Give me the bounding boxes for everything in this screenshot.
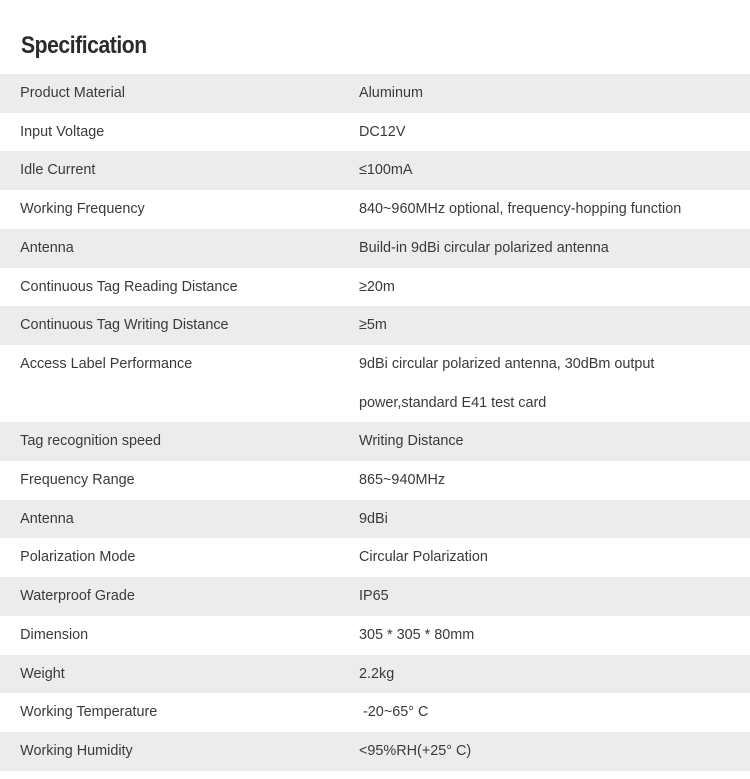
spec-value: Build-in 9dBi circular polarized antenna bbox=[359, 238, 609, 256]
spec-label: Antenna bbox=[20, 238, 74, 256]
table-row bbox=[0, 422, 750, 461]
table-row bbox=[0, 577, 750, 616]
table-row bbox=[0, 693, 750, 732]
spec-value: 2.2kg bbox=[359, 664, 395, 682]
spec-value: 305 * 305 * 80mm bbox=[359, 625, 475, 643]
spec-value: DC12V bbox=[359, 122, 406, 140]
spec-label: Working Humidity bbox=[20, 741, 133, 759]
page-title: Specification bbox=[21, 32, 147, 59]
spec-value: 865~940MHz bbox=[359, 471, 446, 489]
spec-value: <95%RH(+25° C) bbox=[359, 741, 472, 759]
spec-label: Working Frequency bbox=[20, 200, 145, 218]
spec-value: -20~65° C bbox=[359, 703, 429, 721]
spec-label: Product Material bbox=[20, 84, 126, 101]
spec-value: Writing Distance bbox=[359, 432, 464, 450]
spec-label: Tag recognition speed bbox=[20, 432, 162, 450]
spec-label: Access Label Performance bbox=[20, 354, 193, 372]
table-row bbox=[0, 655, 750, 694]
table-row bbox=[0, 74, 750, 113]
table-row bbox=[0, 190, 750, 229]
spec-label: Weight bbox=[20, 664, 65, 682]
table-row bbox=[0, 732, 750, 771]
spec-value: 840~960MHz optional, frequency-hopping function bbox=[359, 200, 682, 218]
table-row bbox=[0, 345, 750, 422]
table-row bbox=[0, 306, 750, 345]
spec-value: Circular Polarization bbox=[359, 548, 488, 566]
table-row bbox=[0, 461, 750, 500]
spec-label: Polarization Mode bbox=[20, 548, 136, 566]
spec-label: Antenna bbox=[20, 509, 74, 527]
table-row bbox=[0, 538, 750, 577]
spec-value: 9dBi circular polarized antenna, 30dBm output power,standard E41 test card bbox=[359, 354, 655, 411]
spec-label: Frequency Range bbox=[20, 471, 135, 489]
table-row bbox=[0, 500, 750, 539]
table-row bbox=[0, 151, 750, 190]
spec-label: Idle Current bbox=[20, 161, 96, 179]
table-row bbox=[0, 229, 750, 268]
table-row bbox=[0, 616, 750, 655]
spec-value: 9dBi bbox=[359, 509, 388, 527]
spec-label: Input Voltage bbox=[20, 122, 105, 140]
spec-value: ≤100mA bbox=[359, 161, 413, 179]
table-row bbox=[0, 113, 750, 152]
spec-label: Waterproof Grade bbox=[20, 587, 135, 605]
spec-label: Continuous Tag Writing Distance bbox=[20, 316, 229, 334]
spec-label: Continuous Tag Reading Distance bbox=[20, 277, 238, 295]
spec-value: ≥5m bbox=[359, 316, 387, 334]
spec-value: ≥20m bbox=[359, 277, 395, 295]
specification-table bbox=[0, 74, 750, 771]
spec-value: IP65 bbox=[359, 587, 389, 605]
spec-label: Working Temperature bbox=[20, 703, 158, 721]
spec-label: Dimension bbox=[20, 625, 89, 643]
spec-value: Aluminum bbox=[359, 84, 424, 101]
table-row bbox=[0, 268, 750, 307]
